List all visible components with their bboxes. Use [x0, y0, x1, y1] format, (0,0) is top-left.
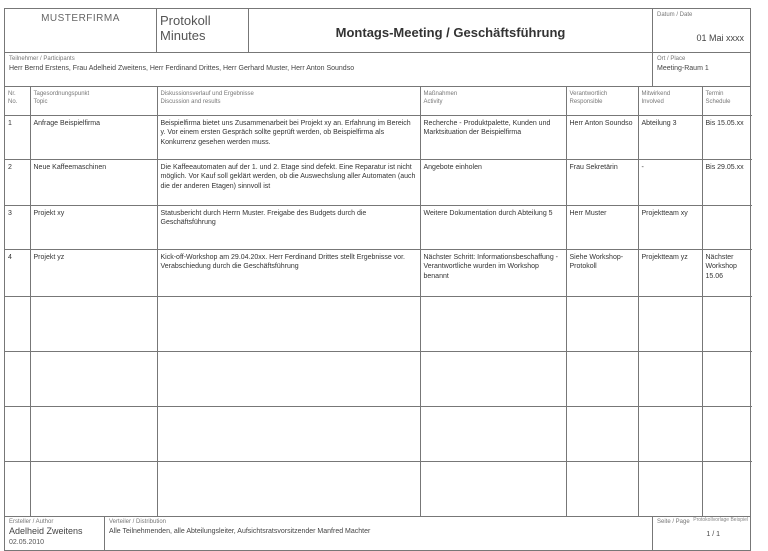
- row-involved: Projektteam xy: [638, 205, 702, 249]
- empty-cell: [30, 351, 157, 406]
- participants-cell: [5, 53, 653, 86]
- date-cell: [653, 9, 750, 52]
- header-topic: Tagesordnungspunkt Topic: [30, 87, 157, 115]
- protocol-label-en: Minutes: [160, 28, 206, 43]
- header-schedule: Termin Schedule: [702, 87, 752, 115]
- empty-cell: [420, 351, 566, 406]
- header-involved: Mitwirkend Involved: [638, 87, 702, 115]
- empty-cell: [566, 351, 638, 406]
- place-label: Ort / Place: [657, 56, 686, 62]
- distribution-cell: [105, 517, 653, 550]
- empty-cell: [420, 296, 566, 351]
- company-name: MUSTERFIRMA: [5, 9, 157, 52]
- empty-cell: [420, 461, 566, 516]
- row-schedule: Bis 29.05.xx: [702, 159, 752, 205]
- participants-row: [5, 53, 750, 87]
- row-responsible: Herr Muster: [566, 205, 638, 249]
- row-involved: -: [638, 159, 702, 205]
- header-no: Nr. No.: [5, 87, 30, 115]
- document-footer: [5, 516, 750, 550]
- row-measures: Recherche - Produktpalette, Kunden und Marktsituation der Beispielfirma: [420, 115, 566, 159]
- row-measures: Nächster Schritt: Informationsbeschaffung - Verantwortliche wurden im Workshop benannt: [420, 249, 566, 296]
- row-schedule: Bis 15.05.xx: [702, 115, 752, 159]
- empty-cell: [5, 296, 30, 351]
- protocol-label: [157, 9, 249, 52]
- row-involved: Abteilung 3: [638, 115, 702, 159]
- table-header-row: [5, 87, 752, 115]
- empty-cell: [638, 351, 702, 406]
- place-value: Meeting-Raum 1: [657, 65, 709, 72]
- protocol-document: [4, 8, 751, 551]
- empty-cell: [157, 406, 420, 461]
- empty-cell: [702, 351, 752, 406]
- row-no: 2: [5, 159, 30, 205]
- empty-row: [5, 351, 752, 406]
- row-no: 4: [5, 249, 30, 296]
- empty-cell: [702, 406, 752, 461]
- header-discussion: Diskussionsverlauf und Ergebnisse Discussion and results: [157, 87, 420, 115]
- row-measures: Angebote einholen: [420, 159, 566, 205]
- empty-cell: [702, 296, 752, 351]
- distribution-label: Verteiler / Distribution: [109, 519, 167, 525]
- empty-cell: [702, 461, 752, 516]
- distribution-value: Alle Teilnehmenden, alle Abteilungsleiter, Aufsichtsratsvorsitzender Manfred Machter: [109, 528, 371, 535]
- empty-cell: [638, 461, 702, 516]
- author-date: 02.05.2010: [9, 539, 45, 546]
- template-footnote: Protokollvorlage Beispiel: [693, 517, 748, 523]
- row-involved: Projektteam yz: [638, 249, 702, 296]
- row-topic: Neue Kaffeemaschinen: [30, 159, 157, 205]
- empty-cell: [30, 461, 157, 516]
- place-cell: [653, 53, 750, 86]
- row-no: 3: [5, 205, 30, 249]
- protocol-label-de: Protokoll: [160, 13, 211, 28]
- row-topic: Projekt xy: [30, 205, 157, 249]
- row-responsible: Herr Anton Soundso: [566, 115, 638, 159]
- empty-cell: [30, 296, 157, 351]
- empty-cell: [566, 461, 638, 516]
- table-row: [5, 249, 752, 296]
- empty-cell: [5, 406, 30, 461]
- row-discussion: Statusbericht durch Herrn Muster. Freigabe des Budgets durch die Geschäftsführung: [157, 205, 420, 249]
- row-responsible: Frau Sekretärin: [566, 159, 638, 205]
- row-discussion: Kick-off-Workshop am 29.04.20xx. Herr Ferdinand Drittes stellt Ergebnisse vor. Verabschiedung durch die Geschäftsführung: [157, 249, 420, 296]
- participants-names: Herr Bernd Erstens, Frau Adelheid Zweitens, Herr Ferdinand Drittes, Herr Gerhard Muster, Herr Anton Soundso: [9, 65, 355, 72]
- row-topic: Anfrage Beispielfirma: [30, 115, 157, 159]
- table-row: [5, 159, 752, 205]
- row-measures: Weitere Dokumentation durch Abteilung 5: [420, 205, 566, 249]
- row-responsible: Siehe Workshop-Protokoll: [566, 249, 638, 296]
- empty-row: [5, 461, 752, 516]
- author-label: Ersteller / Author: [9, 519, 54, 525]
- date-value: 01 Mai xxxx: [696, 33, 744, 43]
- author-name: Adelheid Zweitens: [9, 526, 83, 536]
- empty-cell: [157, 351, 420, 406]
- empty-cell: [5, 351, 30, 406]
- page-number: 1 / 1: [706, 531, 720, 538]
- author-cell: [5, 517, 105, 550]
- empty-cell: [157, 296, 420, 351]
- empty-cell: [5, 461, 30, 516]
- empty-cell: [566, 406, 638, 461]
- header-measures: Maßnahmen Activity: [420, 87, 566, 115]
- meeting-title: Montags-Meeting / Geschäftsführung: [249, 9, 653, 52]
- row-schedule: Nächster Workshop 15.06: [702, 249, 752, 296]
- row-discussion: Die Kaffeeautomaten auf der 1. und 2. Etage sind defekt. Eine Reparatur ist nicht möglich. Vor Kauf soll geklärt werden, ob die Auswechslung aller Automaten (auch die der anderen Etagen) sinnvoll ist: [157, 159, 420, 205]
- table-row: [5, 205, 752, 249]
- row-discussion: Beispielfirma bietet uns Zusammenarbeit bei Projekt xy an. Erfahrung im Bereich y. Vor einem ersten Gespräch sollte geprüft werden, ob Beispielfirma als Konkurrenz gesehen werden muss.: [157, 115, 420, 159]
- participants-label: Teilnehmer / Participants: [9, 56, 75, 62]
- document-header: [5, 9, 750, 53]
- header-responsible: Verantwortlich Responsible: [566, 87, 638, 115]
- empty-row: [5, 296, 752, 351]
- empty-row: [5, 406, 752, 461]
- empty-cell: [566, 296, 638, 351]
- minutes-table: [5, 87, 752, 516]
- row-schedule: [702, 205, 752, 249]
- empty-cell: [638, 296, 702, 351]
- page-label: Seite / Page: [657, 519, 690, 525]
- table-row: [5, 115, 752, 159]
- row-no: 1: [5, 115, 30, 159]
- row-topic: Projekt yz: [30, 249, 157, 296]
- date-label: Datum / Date: [657, 12, 693, 18]
- empty-cell: [638, 406, 702, 461]
- empty-cell: [420, 406, 566, 461]
- empty-cell: [157, 461, 420, 516]
- empty-cell: [30, 406, 157, 461]
